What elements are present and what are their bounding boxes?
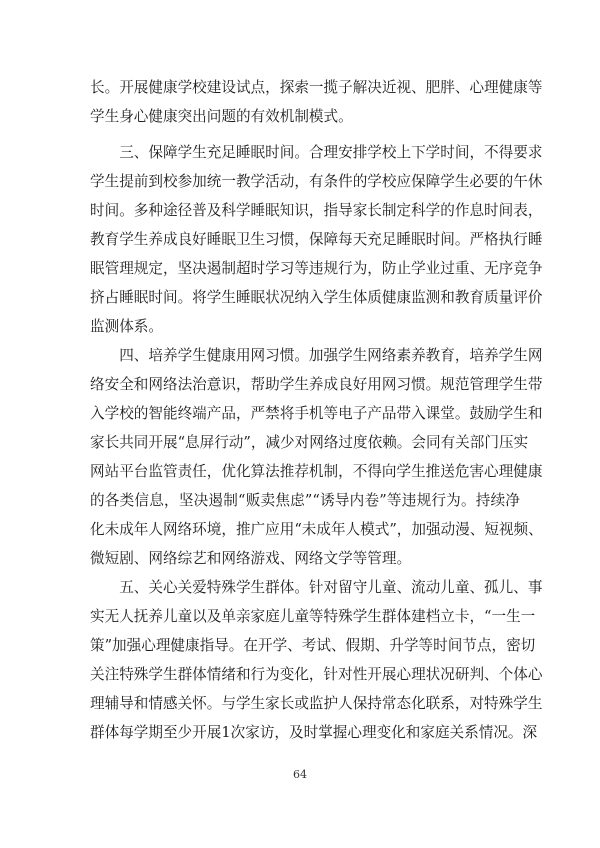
text-line: 网站平台监管责任，优化算法推荐机制，不得向学生推送危害心理健康 — [90, 463, 543, 480]
text-line: 的各类信息，坚决遏制“贩卖焦虑”“诱导内卷”等违规行为。持续净 — [90, 492, 520, 509]
text-line: 关注特殊学生群体情绪和行为变化，针对性开展心理状况研判、个体心 — [90, 666, 543, 683]
text-line: 监测体系。 — [90, 318, 163, 335]
text-line: 挤占睡眠时间。将学生睡眠状况纳入学生体质健康监测和教育质量评价 — [90, 289, 543, 306]
text-line: 理辅导和情感关怀。与学生家长或监护人保持常态化联系，对特殊学生 — [90, 695, 543, 712]
text-line: 实无人抚养儿童以及单亲家庭儿童等特殊学生群体建档立卡，“一生一 — [90, 608, 536, 625]
text-line: 化未成年人网络环境，推广应用“未成年人模式”，加强动漫、短视频、 — [90, 521, 543, 538]
text-line: 群体每学期至少开展1次家访，及时掌握心理变化和家庭关系情况。深 — [90, 724, 538, 741]
text-line: 学生身心健康突出问题的有效机制模式。 — [90, 108, 353, 125]
text-line: 微短剧、网络综艺和网络游戏、网络文学等管理。 — [90, 550, 412, 567]
text-line: 长。开展健康学校建设试点，探索一揽子解决近视、肥胖、心理健康等 — [90, 79, 543, 96]
page-number: 64 — [293, 768, 307, 781]
text-line: 络安全和网络法治意识，帮助学生养成良好用网习惯。规范管理学生带 — [90, 376, 543, 393]
text-line: 三、保障学生充足睡眠时间。合理安排学校上下学时间，不得要求 — [90, 144, 543, 161]
text-line: 家长共同开展“息屏行动”，减少对网络过度依赖。会同有关部门压实 — [90, 434, 529, 451]
text-line: 教育学生养成良好睡眠卫生习惯，保障每天充足睡眠时间。严格执行睡 — [90, 231, 543, 248]
text-line: 学生提前到校参加统一教学活动，有条件的学校应保障学生必要的午休 — [90, 173, 543, 190]
text-line: 时间。多种途径普及科学睡眠知识，指导家长制定科学的作息时间表， — [90, 202, 543, 219]
text-line: 五、关心关爱特殊学生群体。针对留守儿童、流动儿童、孤儿、事 — [90, 579, 543, 596]
text-line: 四、培养学生健康用网习惯。加强学生网络素养教育，培养学生网 — [90, 347, 543, 364]
text-line: 眠管理规定，坚决遏制超时学习等违规行为，防止学业过重、无序竞争 — [90, 260, 543, 277]
text-line: 策”加强心理健康指导。在开学、考试、假期、升学等时间节点，密切 — [90, 637, 536, 654]
text-line: 入学校的智能终端产品，严禁将手机等电子产品带入课堂。鼓励学生和 — [90, 405, 543, 422]
